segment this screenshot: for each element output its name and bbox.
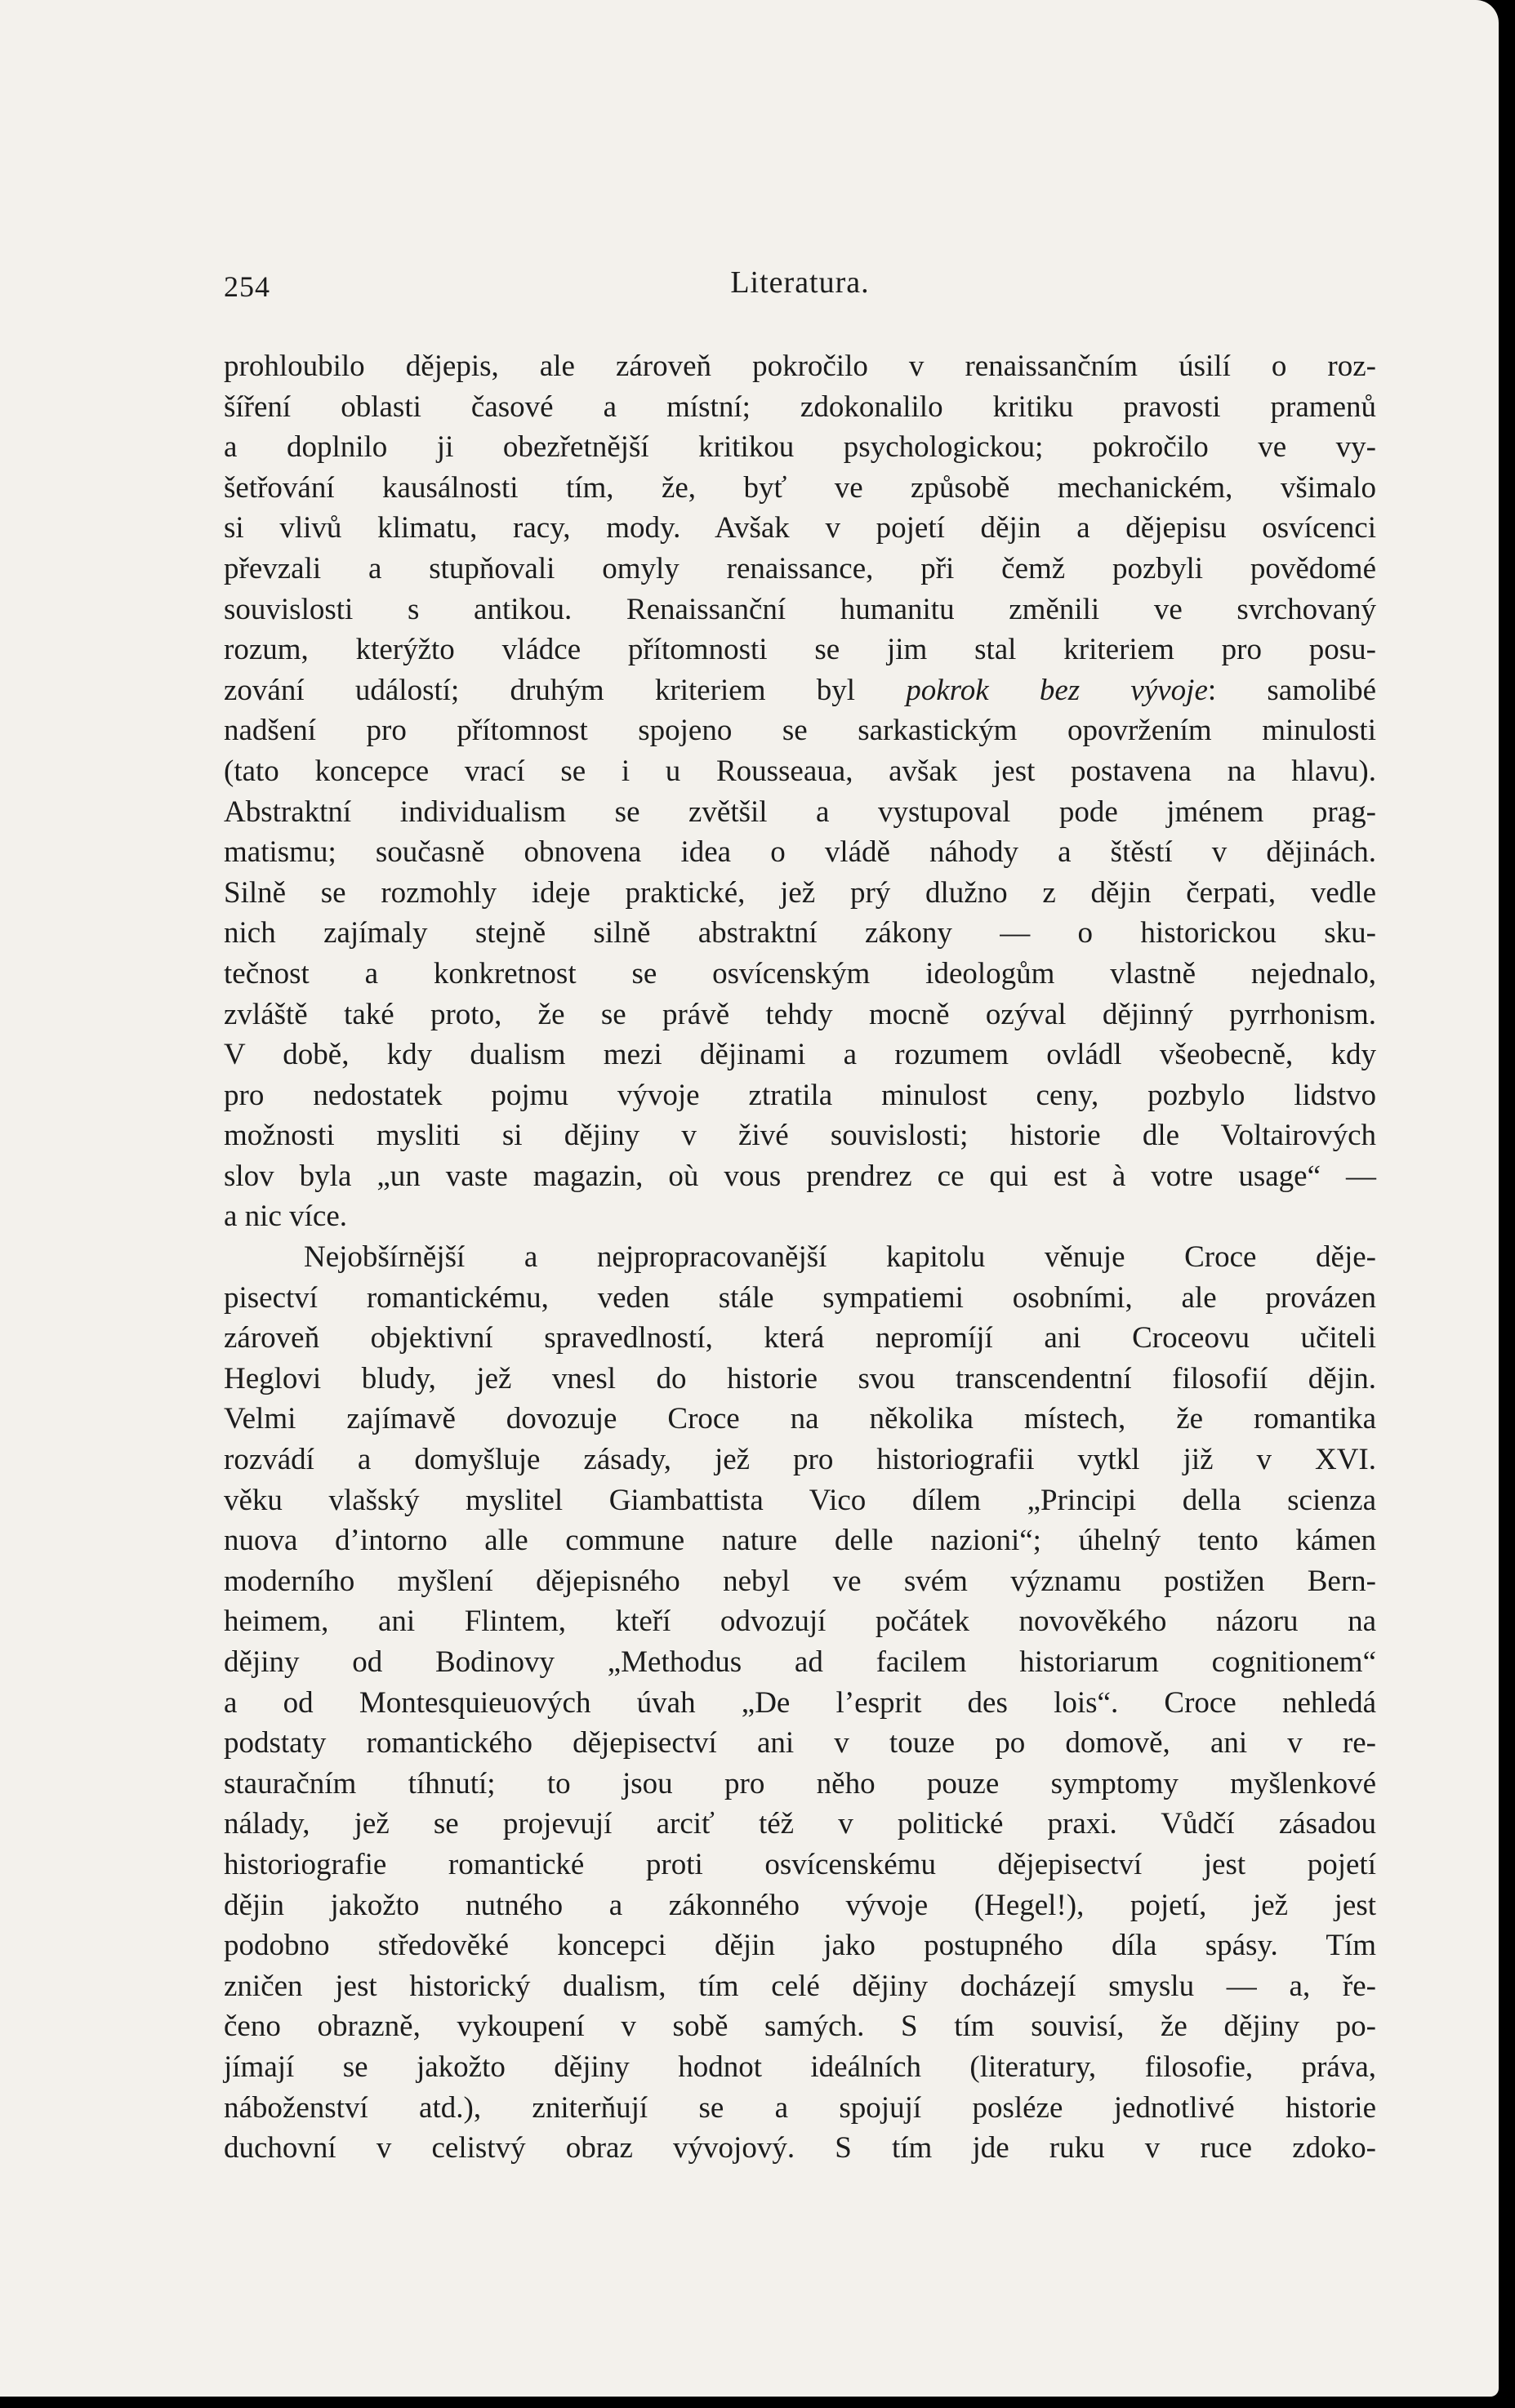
text-line: tečnost a konkretnost se osvícenským ideologům vlastně nejednalo, bbox=[224, 956, 1376, 990]
text-line: dějin jakožto nutného a zákonného vývoje (Hegel!), pojetí, jež jest bbox=[224, 1888, 1376, 1922]
text-line: matismu; současně obnovena idea o vládě náhody a štěstí v dějinách. bbox=[224, 835, 1376, 870]
text-line: rozvádí a domyšluje zásady, jež pro historiografii vytkl již v XVI. bbox=[224, 1443, 1376, 1477]
text-line: šetřování kausálnosti tím, že, byť ve způsobě mechanickém, všimalo bbox=[224, 470, 1376, 505]
running-head: Literatura. bbox=[730, 265, 870, 300]
text-line: slov byla „un vaste magazin, où vous prendrez ce qui est à votre usage“ — bbox=[224, 1159, 1376, 1193]
text-line: souvislosti s antikou. Renaissanční humanitu změnili ve svrchovaný bbox=[224, 592, 1376, 626]
text-line: převzali a stupňovali omyly renaissance, při čemž pozbyli povědomé bbox=[224, 551, 1376, 585]
text-line: Silně se rozmohly ideje praktické, jež prý dlužno z dějin čerpati, vedle bbox=[224, 875, 1376, 910]
page-header bbox=[224, 260, 1376, 309]
text-line: a od Montesquieuových úvah „De l’esprit des lois“. Croce nehledá bbox=[224, 1685, 1376, 1720]
text-line: Velmi zajímavě dovozuje Croce na několika místech, že romantika bbox=[224, 1402, 1376, 1436]
text-line: jímají se jakožto dějiny hodnot ideálních (literatury, filosofie, práva, bbox=[224, 2050, 1376, 2084]
text-line: Nejobšírnější a nejpropracovanější kapitolu věnuje Croce děje- bbox=[304, 1240, 1376, 1275]
text-line: moderního myšlení dějepisného nebyl ve svém významu postižen Bern- bbox=[224, 1564, 1376, 1598]
text-line: a nic více. bbox=[224, 1200, 347, 1234]
text-line-with-italic bbox=[224, 670, 1376, 711]
text-line: zničen jest historický dualism, tím celé dějiny docházejí smyslu — a, ře- bbox=[224, 1969, 1376, 2003]
text-line: pro nedostatek pojmu vývoje ztratila minulost ceny, pozbylo lidstvo bbox=[224, 1078, 1376, 1112]
text-line: duchovní v celistvý obraz vývojový. S tím jde ruku v ruce zdoko- bbox=[224, 2131, 1376, 2165]
text-line: věku vlašský myslitel Giambattista Vico dílem „Principi della scienza bbox=[224, 1483, 1376, 1517]
text-line: zároveň objektivní spravedlností, která nepromíjí ani Croceovu učiteli bbox=[224, 1321, 1376, 1355]
text-line: Abstraktní individualism se zvětšil a vystupoval pode jménem prag- bbox=[224, 795, 1376, 829]
text-line: dějiny od Bodinovy „Methodus ad facilem historiarum cognitionem“ bbox=[224, 1645, 1376, 1679]
text-segment: : samolibé bbox=[1207, 673, 1376, 707]
text-line: možnosti mysliti si dějiny v živé souvislosti; historie dle Voltairových bbox=[224, 1119, 1376, 1153]
italic-phrase: pokrok bez vývoje bbox=[906, 673, 1208, 707]
text-line: podstaty romantického dějepisectví ani v touze po domově, ani v re- bbox=[224, 1726, 1376, 1760]
text-line: si vlivů klimatu, racy, mody. Avšak v pojetí dějin a dějepisu osvícenci bbox=[224, 511, 1376, 545]
text-line: stauračním tíhnutí; to jsou pro něho pouze symptomy myšlenkové bbox=[224, 1766, 1376, 1800]
text-line: nadšení pro přítomnost spojeno se sarkastickým opovržením minulosti bbox=[224, 714, 1376, 748]
text-line: čeno obrazně, vykoupení v sobě samých. S tím souvisí, že dějiny po- bbox=[224, 2010, 1376, 2044]
body-text bbox=[224, 346, 1376, 2169]
text-segment: zování událostí; druhým kriteriem byl bbox=[224, 673, 855, 707]
text-line: pisectví romantickému, veden stále sympatiemi osobními, ale provázen bbox=[224, 1280, 1376, 1315]
text-line: prohloubilo dějepis, ale zároveň pokročilo v renaissančním úsilí o roz- bbox=[224, 349, 1376, 383]
text-line: V době, kdy dualism mezi dějinami a rozumem ovládl všeobecně, kdy bbox=[224, 1038, 1376, 1072]
text-line: nálady, jež se projevují arciť též v politické praxi. Vůdčí zásadou bbox=[224, 1807, 1376, 1841]
text-line: (tato koncepce vrací se i u Rousseaua, avšak jest postavena na hlavu). bbox=[224, 754, 1376, 788]
text-line: a doplnilo ji obezřetnější kritikou psychologickou; pokročilo ve vy- bbox=[224, 430, 1376, 465]
text-line: podobno středověké koncepci dějin jako postupného díla spásy. Tím bbox=[224, 1929, 1376, 1963]
text-line: šíření oblasti časové a místní; zdokonalilo kritiku pravosti pramenů bbox=[224, 389, 1376, 424]
text-line: heimem, ani Flintem, kteří odvozují počátek novověkého názoru na bbox=[224, 1605, 1376, 1639]
text-line: rozum, kterýžto vládce přítomnosti se jim stal kriteriem pro posu- bbox=[224, 633, 1376, 667]
text-line: Heglovi bludy, jež vnesl do historie svou transcendentní filosofií dějin. bbox=[224, 1361, 1376, 1395]
page-number: 254 bbox=[224, 270, 270, 303]
text-line: historiografie romantické proti osvícenskému dějepisectví jest pojetí bbox=[224, 1847, 1376, 1881]
text-line: náboženství atd.), zniterňují se a spojují posléze jednotlivé historie bbox=[224, 2090, 1376, 2125]
text-line: nich zajímaly stejně silně abstraktní zákony — o historickou sku- bbox=[224, 916, 1376, 950]
text-line: zvláště také proto, že se právě tehdy mocně ozýval dějinný pyrrhonism. bbox=[224, 997, 1376, 1031]
text-line: nuova d’intorno alle commune nature delle nazioni“; úhelný tento kámen bbox=[224, 1524, 1376, 1558]
